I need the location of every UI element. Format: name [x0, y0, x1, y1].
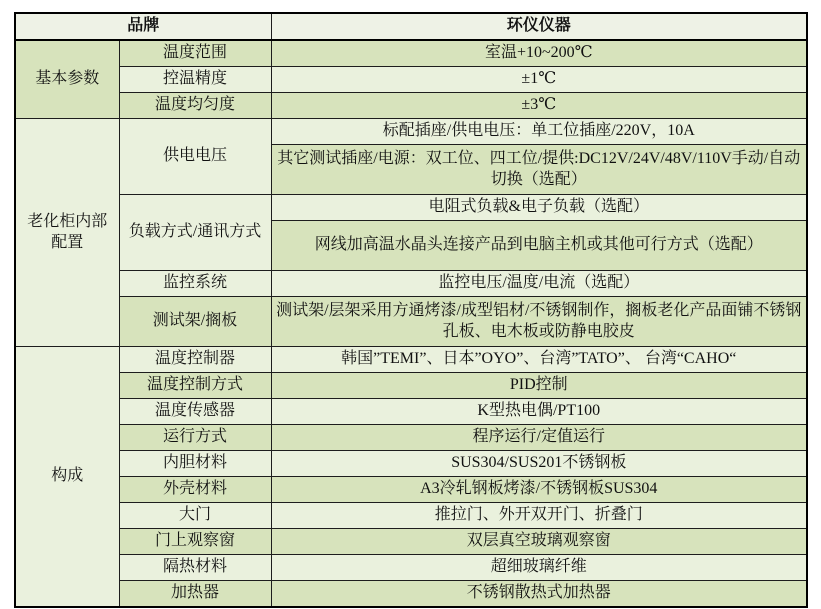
brand-header-cell: 品牌: [15, 13, 271, 40]
table-row: [15, 93, 807, 119]
value-cell-load-mode: 电阻式负载&电子负载（选配）: [271, 195, 807, 221]
spec-table: [14, 12, 808, 608]
value-cell-temp-control-method: PID控制: [271, 373, 807, 399]
param-cell-temp-range: 温度范围: [119, 40, 271, 67]
value-cell-temp-accuracy: ±1℃: [271, 67, 807, 93]
param-cell-temp-controller: 温度控制器: [119, 347, 271, 373]
param-cell-heater: 加热器: [119, 581, 271, 608]
value-cell-door-window: 双层真空玻璃观察窗: [271, 529, 807, 555]
value-cell-operation-mode: 程序运行/定值运行: [271, 425, 807, 451]
group-cell-composition: 构成: [15, 347, 119, 608]
value-cell-temp-sensor: K型热电偶/PT100: [271, 399, 807, 425]
param-cell-operation-mode: 运行方式: [119, 425, 271, 451]
param-cell-load-comm-mode: 负载方式/通讯方式: [119, 195, 271, 271]
param-cell-temp-sensor: 温度传感器: [119, 399, 271, 425]
table-row: [15, 271, 807, 297]
value-cell-temp-controller: 韩国”TEMI”、日本”OYO”、台湾”TATO”、 台湾“CAHO“: [271, 347, 807, 373]
table-row: [15, 477, 807, 503]
param-cell-door: 大门: [119, 503, 271, 529]
param-cell-power-supply-voltage: 供电电压: [119, 119, 271, 195]
table-row: [15, 503, 807, 529]
table-row: [15, 67, 807, 93]
value-cell-insulation-material: 超细玻璃纤维: [271, 555, 807, 581]
table-header-row: [15, 13, 807, 40]
value-cell-shell-material: A3冷轧钢板烤漆/不锈钢板SUS304: [271, 477, 807, 503]
value-cell-power-other-sockets: 其它测试插座/电源：双工位、四工位/提供:DC12V/24V/48V/110V手动/自动切换（选配）: [271, 145, 807, 195]
param-cell-temp-control-method: 温度控制方式: [119, 373, 271, 399]
param-cell-insulation-material: 隔热材料: [119, 555, 271, 581]
table-row: [15, 451, 807, 477]
param-cell-temp-accuracy: 控温精度: [119, 67, 271, 93]
value-cell-power-standard-socket: 标配插座/供电电压：单工位插座/220V，10A: [271, 119, 807, 145]
param-cell-shell-material: 外壳材料: [119, 477, 271, 503]
value-cell-monitoring-system: 监控电压/温度/电流（选配）: [271, 271, 807, 297]
table-row: [15, 373, 807, 399]
group-cell-basic-params: 基本参数: [15, 40, 119, 119]
brand-value-cell: 环仪仪器: [271, 13, 807, 40]
value-cell-test-rack-shelf: 测试架/层架采用方通烤漆/成型铝材/不锈钢制作，搁板老化产品面铺不锈钢孔板、电木板或防静电胶皮: [271, 297, 807, 347]
value-cell-comm-mode: 网线加高温水晶头连接产品到电脑主机或其他可行方式（选配）: [271, 221, 807, 271]
table-row: [15, 581, 807, 608]
value-cell-temp-range: 室温+10~200℃: [271, 40, 807, 67]
table-row: [15, 119, 807, 145]
param-cell-temp-uniformity: 温度均匀度: [119, 93, 271, 119]
value-cell-heater: 不锈钢散热式加热器: [271, 581, 807, 608]
table-row: [15, 297, 807, 347]
table-row: [15, 399, 807, 425]
param-cell-inner-material: 内胆材料: [119, 451, 271, 477]
table-row: [15, 195, 807, 221]
value-cell-temp-uniformity: ±3℃: [271, 93, 807, 119]
value-cell-door: 推拉门、外开双开门、折叠门: [271, 503, 807, 529]
param-cell-door-window: 门上观察窗: [119, 529, 271, 555]
table-row: [15, 555, 807, 581]
table-row: [15, 40, 807, 67]
value-cell-inner-material: SUS304/SUS201不锈钢板: [271, 451, 807, 477]
param-cell-test-rack-shelf: 测试架/搁板: [119, 297, 271, 347]
table-row: [15, 347, 807, 373]
group-cell-aging-cabinet-config: 老化柜内部配置: [15, 119, 119, 347]
table-row: [15, 425, 807, 451]
table-row: [15, 529, 807, 555]
param-cell-monitoring-system: 监控系统: [119, 271, 271, 297]
